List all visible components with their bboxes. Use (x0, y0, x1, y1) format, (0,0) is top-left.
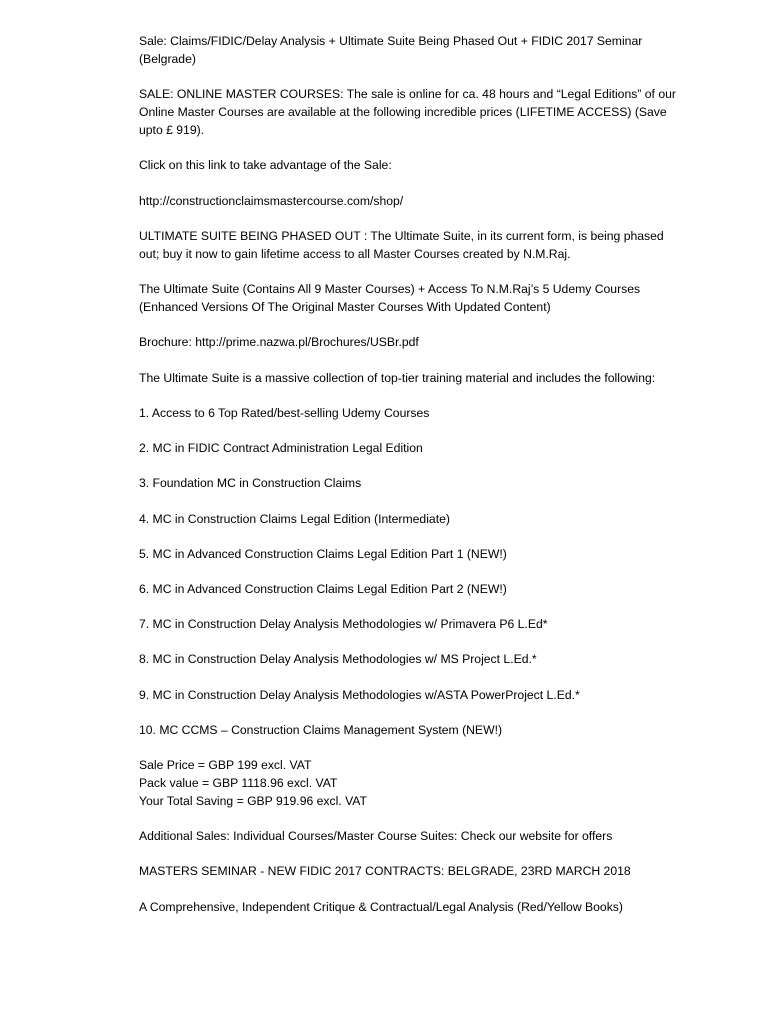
sale-paragraph: SALE: ONLINE MASTER COURSES: The sale is online for ca. 48 hours and “Legal Editions” of our Online Master Courses are available at the following incredible prices (LIFETIME ACCESS) (Save upto £ 919). (139, 87, 676, 137)
list-item: 6. MC in Advanced Construction Claims Legal Edition Part 2 (NEW!) (139, 582, 507, 597)
brochure-link[interactable]: http://prime.nazwa.pl/Brochures/USBr.pdf (195, 335, 419, 350)
seminar-description: A Comprehensive, Independent Critique & Contractual/Legal Analysis (Red/Yellow Books) (139, 899, 623, 914)
list-item: 10. MC CCMS – Construction Claims Management System (NEW!) (139, 722, 503, 737)
additional-sales: Additional Sales: Individual Courses/Master Course Suites: Check our website for offers (139, 828, 613, 843)
list-item: 9. MC in Construction Delay Analysis Methodologies w/ASTA PowerProject L.Ed.* (139, 687, 580, 702)
total-saving: Your Total Saving = GBP 919.96 excl. VAT (139, 793, 367, 808)
suite-intro: The Ultimate Suite is a massive collection of top-tier training material and includes the following: (139, 370, 656, 385)
document-page (139, 33, 684, 934)
price-block (139, 757, 684, 810)
click-instruction: Click on this link to take advantage of the Sale: (139, 158, 392, 173)
suite-contents: The Ultimate Suite (Contains All 9 Master Courses) + Access To N.M.Raj’s 5 Udemy Courses (Enhanced Versions Of The Original Master Courses With Updated Content) (139, 282, 641, 314)
list-item: 8. MC in Construction Delay Analysis Methodologies w/ MS Project L.Ed.* (139, 652, 537, 667)
document-title: Sale: Claims/FIDIC/Delay Analysis + Ultimate Suite Being Phased Out + FIDIC 2017 Seminar (Belgrade) (139, 34, 643, 66)
list-item: 3. Foundation MC in Construction Claims (139, 476, 362, 491)
list-item: 7. MC in Construction Delay Analysis Methodologies w/ Primavera P6 L.Ed* (139, 617, 548, 632)
brochure-line (139, 334, 684, 352)
phased-out-paragraph: ULTIMATE SUITE BEING PHASED OUT : The Ultimate Suite, in its current form, is being phased out; buy it now to gain lifetime access to all Master Courses created by N.M.Raj. (139, 228, 664, 261)
sale-price: Sale Price = GBP 199 excl. VAT (139, 757, 312, 772)
list-item: 4. MC in Construction Claims Legal Edition (Intermediate) (139, 511, 450, 526)
shop-link[interactable]: http://constructionclaimsmastercourse.com/shop/ (139, 193, 404, 208)
list-item: 1. Access to 6 Top Rated/best-selling Udemy Courses (139, 406, 430, 421)
seminar-heading: MASTERS SEMINAR - NEW FIDIC 2017 CONTRACTS: BELGRADE, 23RD MARCH 2018 (139, 864, 631, 879)
course-list (139, 405, 684, 739)
pack-value: Pack value = GBP 1118.96 excl. VAT (139, 775, 338, 790)
list-item: 5. MC in Advanced Construction Claims Legal Edition Part 1 (NEW!) (139, 546, 507, 561)
brochure-label: Brochure: (139, 335, 196, 350)
list-item: 2. MC in FIDIC Contract Administration Legal Edition (139, 441, 423, 456)
